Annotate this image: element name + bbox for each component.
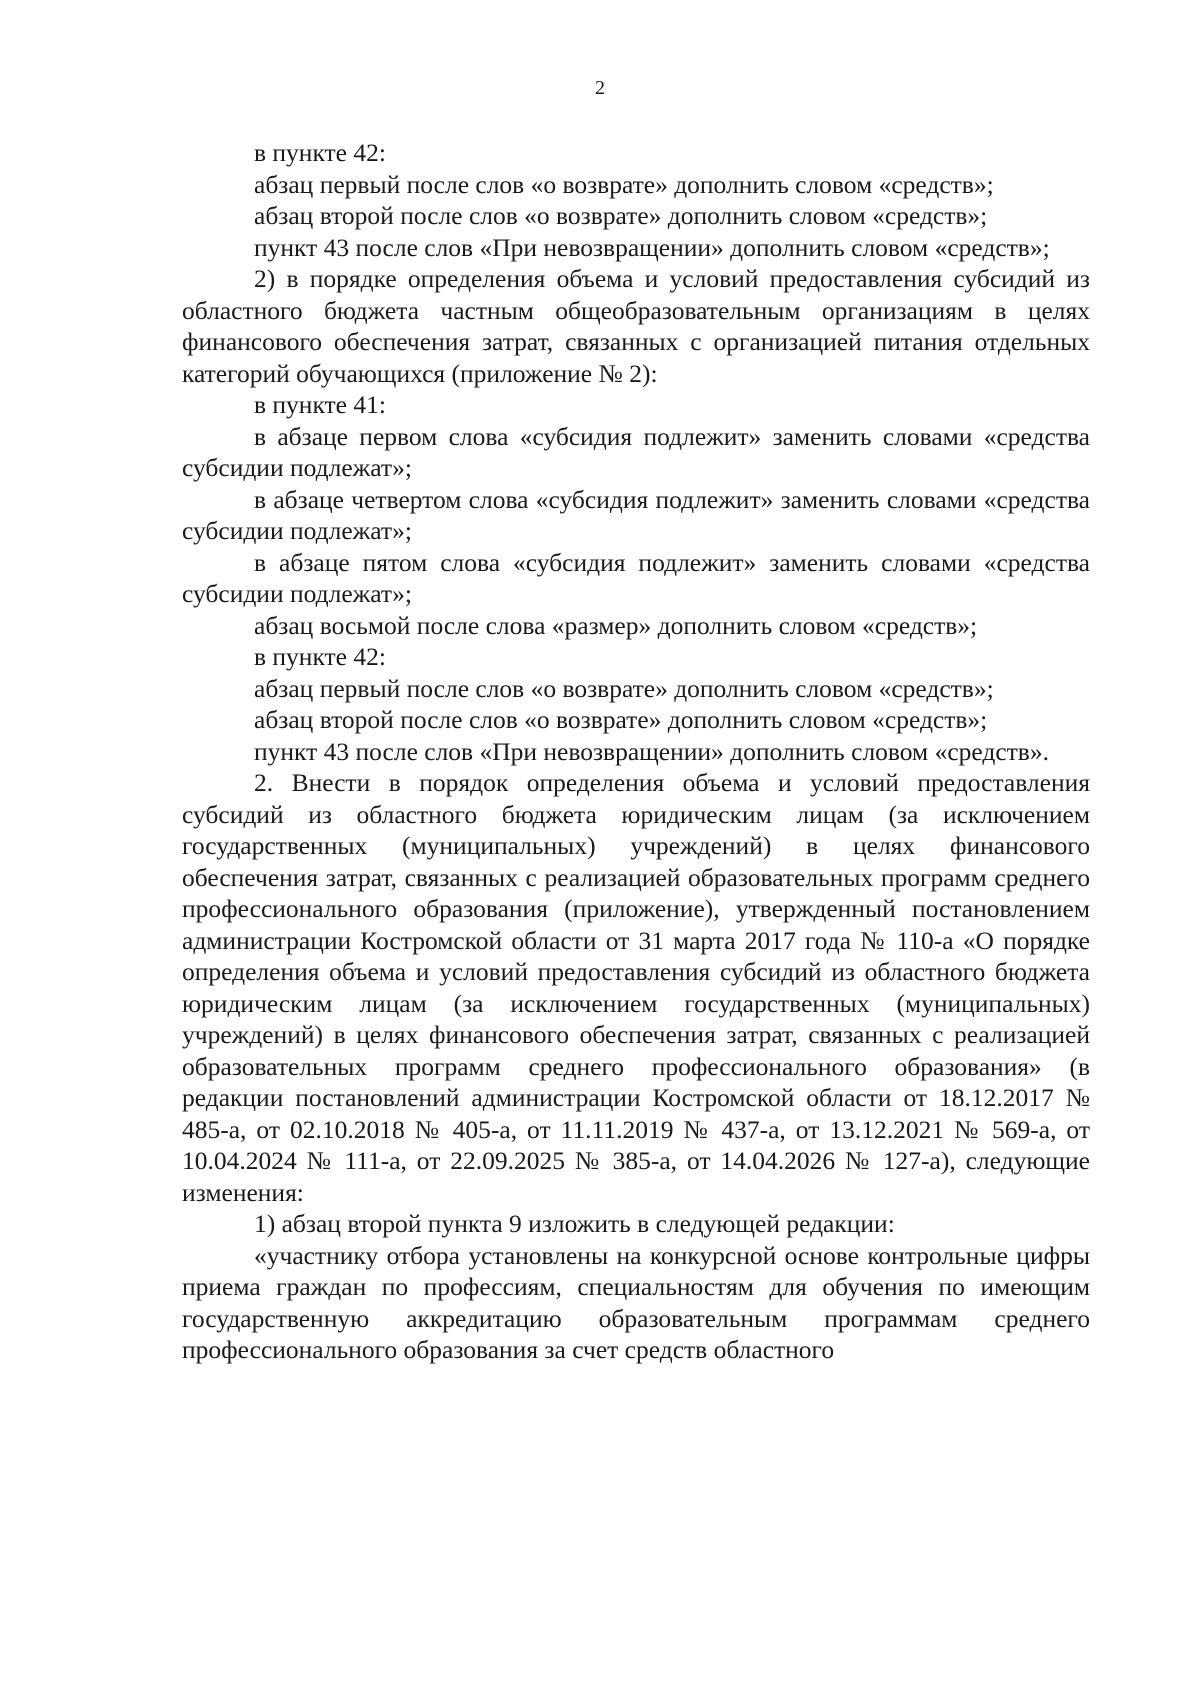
paragraph-1: в пункте 42: xyxy=(254,138,386,167)
paragraph-11: в пункте 42: xyxy=(254,642,386,671)
paragraph-14: пункт 43 после слов «При невозвращении» дополнить словом «средств». xyxy=(254,736,1049,766)
paragraph-17: «участнику отбора установлены на конкурсной основе контрольные цифры приема граждан по профессиям, специальностям для обучения по имеющим государственную аккредитацию образовательным программам среднего профессионального образования за счет средств областного xyxy=(182,1240,1090,1364)
paragraph-16: 1) абзац второй пункта 9 изложить в следующей редакции: xyxy=(254,1209,895,1238)
paragraph-2: абзац первый после слов «о возврате» дополнить словом «средств»; xyxy=(254,169,994,199)
paragraph-10: абзац восьмой после слова «размер» дополнить словом «средств»; xyxy=(254,610,978,640)
paragraph-4: пункт 43 после слов «При невозвращении» дополнить словом «средств»; xyxy=(254,232,1050,262)
paragraph-7: в абзаце первом слова «субсидия подлежит» заменить словами «средства субсидии подлежат»; xyxy=(182,421,1090,482)
paragraph-15: 2. Внести в порядок определения объема и условий предоставления субсидий из областного бюджета юридическим лицам (за исключением государственных (муниципальных) учреждений) в целях финансового обеспечения затрат, связанных с реализацией образовательных программ среднего профессионального образования (приложение), утвержденный постановлением администрации Костромской области от 31 марта 2017 года № 110-а «О порядке определения объема и условий предоставления субсидий из областного бюджета юридическим лицам (за исключением государственных (муниципальных) учреждений) в целях финансового обеспечения затрат, связанных с реализацией образовательных программ среднего профессионального образования» (в редакции постановлений администрации Костромской области от 18.12.2017 № 485-а, от 02.10.2018 № 405-а, от 11.11.2019 № 437-а, от 13.12.2021 № 569-а, от 10.04.2024 № 111-а, от 22.09.2025 № 385-а, от 14.04.2026 № 127-а), следующие изменения: xyxy=(182,768,1090,1207)
page-number: 2 xyxy=(595,77,605,99)
paragraph-9: в абзаце пятом слова «субсидия подлежит» заменить словами «средства субсидии подлежат»; xyxy=(182,547,1090,608)
document-body xyxy=(182,137,1090,1366)
paragraph-12: абзац первый после слов «о возврате» дополнить словом «средств»; xyxy=(254,673,994,703)
paragraph-5: 2) в порядке определения объема и условий предоставления субсидий из областного бюджета частным общеобразовательным организациям в целях финансового обеспечения затрат, связанных с организацией питания отдельных категорий обучающихся (приложение № 2): xyxy=(182,264,1090,388)
paragraph-8: в абзаце четвертом слова «субсидия подлежит» заменить словами «средства субсидии подлежат»; xyxy=(182,484,1090,545)
paragraph-6: в пункте 41: xyxy=(254,390,386,419)
paragraph-13: абзац второй после слов «о возврате» дополнить словом «средств»; xyxy=(254,705,988,734)
paragraph-3: абзац второй после слов «о возврате» дополнить словом «средств»; xyxy=(254,201,988,230)
